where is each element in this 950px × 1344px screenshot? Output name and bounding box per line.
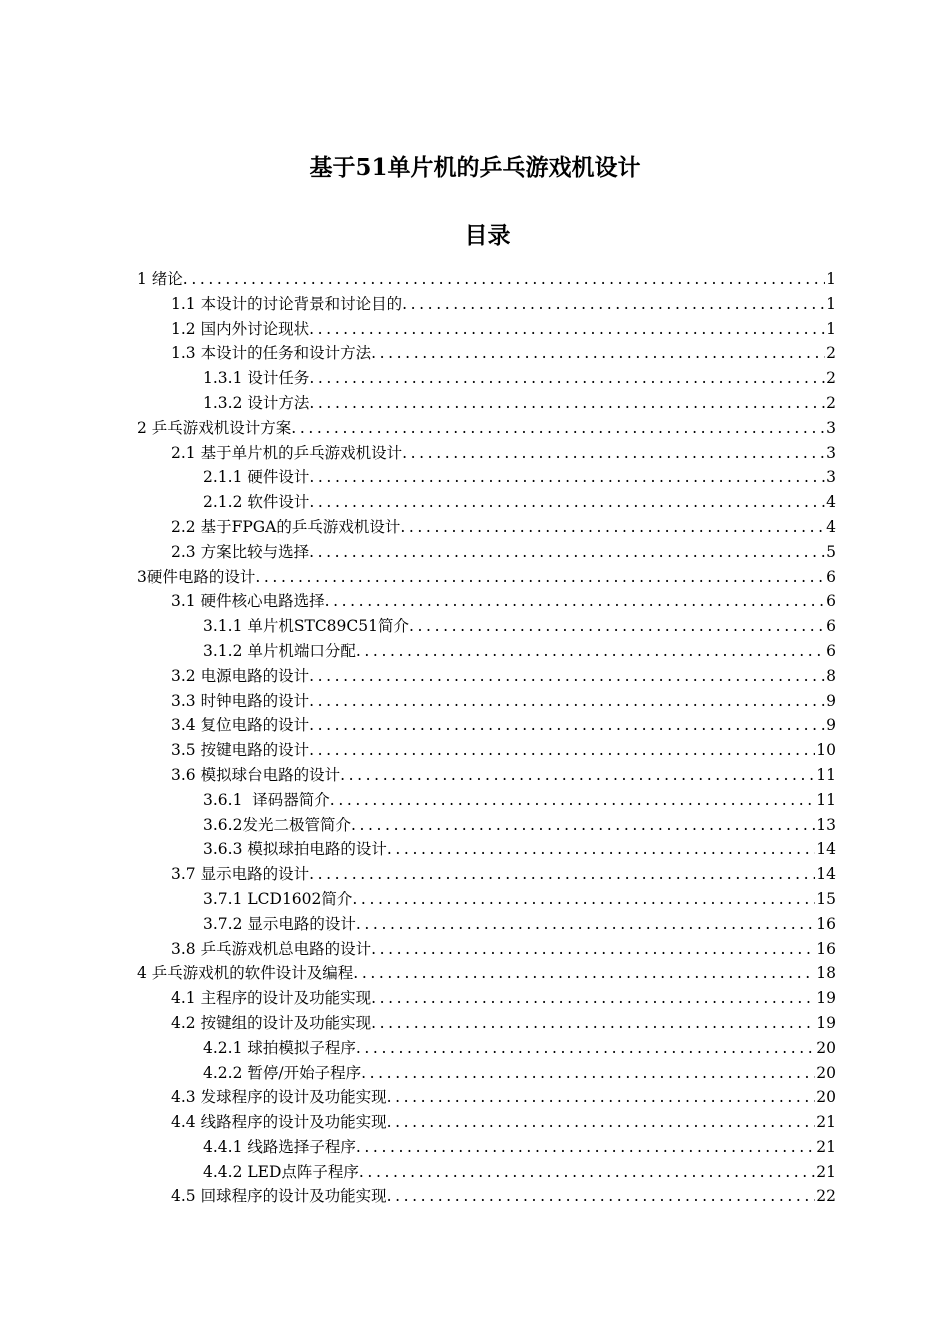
- toc-entry[interactable]: [0, 391, 950, 416]
- toc-entry-page-number: 8: [826, 666, 836, 685]
- toc-entry-label: 1.2 国内外讨论现状: [171, 319, 310, 338]
- toc-entry[interactable]: [0, 490, 950, 515]
- toc-entry-page-number: 19: [816, 1013, 836, 1032]
- toc-entry[interactable]: [0, 267, 950, 292]
- toc-dot-leader: [309, 738, 815, 763]
- toc-entry[interactable]: [0, 1036, 950, 1061]
- toc-entry-label: 2.1 基于单片机的乒乓游戏机设计: [171, 443, 403, 462]
- toc-entry-page-number: 1: [826, 319, 836, 338]
- toc-entry[interactable]: [0, 961, 950, 986]
- toc-entry-page-number: 16: [816, 939, 836, 958]
- toc-entry-label: 3.5 按键电路的设计: [171, 741, 310, 760]
- toc-dot-leader: [371, 986, 815, 1011]
- toc-entry-line: [171, 937, 836, 962]
- toc-dot-leader: [356, 1135, 815, 1160]
- toc-entry-page-number: 3: [826, 443, 836, 462]
- toc-dot-leader: [309, 465, 825, 490]
- toc-entry-page-number: 4: [826, 517, 836, 536]
- toc-entry[interactable]: [0, 416, 950, 441]
- toc-entry-page-number: 10: [816, 741, 836, 760]
- toc-dot-leader: [352, 887, 815, 912]
- toc-entry-line: [203, 813, 836, 838]
- toc-entry-line: [171, 341, 836, 366]
- toc-entry[interactable]: [0, 366, 950, 391]
- toc-entry-label: 3硬件电路的设计: [137, 567, 256, 586]
- toc-entry-line: [137, 267, 836, 292]
- toc-dot-leader: [400, 515, 825, 540]
- toc-entry-line: [137, 416, 836, 441]
- toc-entry[interactable]: [0, 1160, 950, 1185]
- toc-entry-line: [203, 1036, 836, 1061]
- toc-entry-label: 1.1 本设计的讨论背景和讨论目的: [171, 294, 403, 313]
- toc-dot-leader: [325, 589, 826, 614]
- toc-dot-leader: [340, 763, 815, 788]
- toc-entry-label: 3.6.3 模拟球拍电路的设计: [203, 840, 387, 859]
- toc-entry[interactable]: [0, 1135, 950, 1160]
- toc-entry-page-number: 21: [816, 1162, 836, 1181]
- toc-dot-leader: [255, 565, 825, 590]
- toc-entry[interactable]: [0, 465, 950, 490]
- toc-entry-page-number: 11: [816, 790, 836, 809]
- toc-entry-page-number: 1: [826, 270, 836, 288]
- toc-entry-line: [203, 1061, 836, 1086]
- toc-entry-label: 4.2.1 球拍模拟子程序: [203, 1038, 356, 1057]
- toc-entry-page-number: 22: [816, 1187, 836, 1206]
- toc-entry-page-number: 6: [826, 592, 836, 611]
- toc-entry-label: 1.3 本设计的任务和设计方法: [171, 344, 372, 363]
- toc-entry-page-number: 16: [816, 914, 836, 933]
- toc-dot-leader: [387, 1110, 816, 1135]
- toc-dot-leader: [351, 813, 815, 838]
- toc-dot-leader: [309, 317, 825, 342]
- toc-entry[interactable]: [0, 664, 950, 689]
- toc-dot-leader: [309, 391, 825, 416]
- toc-entry-label: 3.7.1 LCD1602简介: [203, 889, 353, 908]
- toc-dot-leader: [361, 1061, 815, 1086]
- toc-entry[interactable]: [0, 441, 950, 466]
- toc-entry-label: 2.3 方案比较与选择: [171, 542, 310, 561]
- toc-dot-leader: [356, 912, 815, 937]
- toc-dot-leader: [309, 540, 825, 565]
- toc-entry-page-number: 20: [816, 1063, 836, 1082]
- toc-entry-label: 4.2 按键组的设计及功能实现: [171, 1013, 372, 1032]
- toc-entry-page-number: 3: [826, 418, 836, 437]
- toc-dot-leader: [387, 1184, 816, 1209]
- toc-entry-label: 3.7.2 显示电路的设计: [203, 914, 356, 933]
- toc-entry-label: 4.1 主程序的设计及功能实现: [171, 989, 372, 1008]
- toc-entry-line: [137, 565, 836, 590]
- toc-dot-leader: [387, 837, 815, 862]
- toc-entry-line: [171, 763, 836, 788]
- toc-entry-line: [171, 1184, 836, 1209]
- toc-dot-leader: [356, 639, 825, 664]
- toc-entry[interactable]: [0, 317, 950, 342]
- toc-entry-page-number: 14: [816, 865, 836, 884]
- toc-dot-leader: [359, 1160, 815, 1185]
- toc-entry-page-number: 9: [826, 716, 836, 735]
- toc-entry-line: [171, 713, 836, 738]
- toc-entry-page-number: 14: [816, 840, 836, 859]
- toc-entry-page-number: 21: [816, 1137, 836, 1156]
- toc-entry[interactable]: [0, 614, 950, 639]
- toc-entry-page-number: 18: [816, 964, 836, 983]
- toc-entry[interactable]: [0, 515, 950, 540]
- toc-entry[interactable]: [0, 1011, 950, 1036]
- toc-dot-leader: [309, 664, 825, 689]
- toc-entry-line: [171, 738, 836, 763]
- toc-entry-line: [171, 589, 836, 614]
- toc-entry-line: [171, 441, 836, 466]
- toc-entry[interactable]: [0, 788, 950, 813]
- toc-entry-label: 3.4 复位电路的设计: [171, 716, 310, 735]
- toc-entry-line: [203, 391, 836, 416]
- toc-entry-label: 2.1.1 硬件设计: [203, 468, 310, 487]
- toc-entry-line: [171, 986, 836, 1011]
- toc-entry-page-number: 15: [816, 889, 836, 908]
- toc-dot-leader: [330, 788, 815, 813]
- toc-entry[interactable]: [0, 540, 950, 565]
- toc-entry[interactable]: [0, 738, 950, 763]
- toc-entry-page-number: 2: [826, 393, 836, 412]
- toc-entry[interactable]: [0, 292, 950, 317]
- toc-entry-page-number: 20: [816, 1038, 836, 1057]
- toc-heading: 目录: [464, 222, 511, 249]
- toc-entry-label: 4 乒乓游戏机的软件设计及编程: [137, 964, 354, 983]
- toc-entry-label: 4.4.1 线路选择子程序: [203, 1137, 356, 1156]
- toc-entry-line: [137, 961, 836, 986]
- toc-entry-line: [203, 788, 836, 813]
- toc-entry[interactable]: [0, 837, 950, 862]
- toc-entry[interactable]: [0, 589, 950, 614]
- toc-entry-label: 3.6 模拟球台电路的设计: [171, 765, 341, 784]
- toc-dot-leader: [309, 490, 825, 515]
- toc-entry[interactable]: [0, 986, 950, 1011]
- toc-dot-leader: [371, 937, 815, 962]
- toc-entry-line: [203, 887, 836, 912]
- toc-entry-label: 3.1 硬件核心电路选择: [171, 592, 325, 611]
- toc-entry-page-number: 6: [826, 617, 836, 636]
- toc-entry[interactable]: [0, 713, 950, 738]
- toc-entry-line: [203, 465, 836, 490]
- toc-entry-label: 1.3.2 设计方法: [203, 393, 310, 412]
- toc-entry-line: [171, 862, 836, 887]
- toc-dot-leader: [356, 1036, 815, 1061]
- toc-entry-label: 4.2.2 暂停/开始子程序: [203, 1063, 362, 1082]
- toc-entry[interactable]: [0, 341, 950, 366]
- toc-entry-page-number: 13: [816, 815, 836, 834]
- toc-entry-label: 3.6.2发光二极管简介: [203, 815, 351, 834]
- toc-dot-leader: [309, 689, 825, 714]
- toc-dot-leader: [309, 862, 815, 887]
- toc-entry-line: [171, 1011, 836, 1036]
- toc-entry-line: [203, 366, 836, 391]
- toc-entry-label: 1.3.1 设计任务: [203, 369, 310, 388]
- document-title: 基于51单片机的乒乓游戏机设计: [309, 154, 641, 181]
- toc-entry-label: 4.5 回球程序的设计及功能实现: [171, 1187, 387, 1206]
- toc-dot-leader: [402, 441, 825, 466]
- toc-entry[interactable]: [0, 813, 950, 838]
- toc-entry-line: [203, 1135, 836, 1160]
- toc-entry-label: 2 乒乓游戏机设计方案: [137, 418, 292, 437]
- toc-entry-label: 4.3 发球程序的设计及功能实现: [171, 1088, 387, 1107]
- toc-entry-page-number: 4: [826, 493, 836, 512]
- toc-entry[interactable]: [0, 862, 950, 887]
- toc-entry-page-number: 5: [826, 542, 836, 561]
- toc-entry-page-number: 21: [816, 1113, 836, 1132]
- toc-entry-page-number: 19: [816, 989, 836, 1008]
- toc-dot-leader: [371, 1011, 815, 1036]
- toc-entry-line: [203, 639, 836, 664]
- toc-entry-label: 3.8 乒乓游戏机总电路的设计: [171, 939, 372, 958]
- toc-entry[interactable]: [0, 1110, 950, 1135]
- table-of-contents: [0, 267, 950, 1209]
- toc-entry-label: 3.2 电源电路的设计: [171, 666, 310, 685]
- toc-entry-page-number: 6: [826, 641, 836, 660]
- toc-entry[interactable]: [0, 912, 950, 937]
- toc-entry[interactable]: [0, 937, 950, 962]
- toc-dot-leader: [309, 366, 825, 391]
- toc-entry-page-number: 6: [826, 567, 836, 586]
- toc-entry-label: 3.7 显示电路的设计: [171, 865, 310, 884]
- toc-entry-line: [171, 317, 836, 342]
- toc-dot-leader: [371, 341, 825, 366]
- toc-dot-leader: [402, 292, 825, 317]
- toc-dot-leader: [387, 1085, 816, 1110]
- toc-entry-line: [203, 490, 836, 515]
- toc-entry-line: [171, 689, 836, 714]
- toc-entry[interactable]: [0, 639, 950, 664]
- toc-entry-page-number: 20: [816, 1088, 836, 1107]
- toc-entry-line: [171, 664, 836, 689]
- toc-dot-leader: [183, 267, 825, 292]
- toc-entry[interactable]: [0, 1184, 950, 1209]
- toc-entry-page-number: 11: [816, 765, 836, 784]
- toc-entry[interactable]: [0, 1061, 950, 1086]
- toc-entry-line: [171, 540, 836, 565]
- toc-entry-label: 4.4 线路程序的设计及功能实现: [171, 1113, 387, 1132]
- toc-entry-line: [203, 1160, 836, 1185]
- toc-entry-page-number: 2: [826, 369, 836, 388]
- toc-entry-page-number: 2: [826, 344, 836, 363]
- toc-entry-label: 4.4.2 LED点阵子程序: [203, 1162, 359, 1181]
- toc-entry-label: 3.6.1 译码器简介: [203, 790, 330, 809]
- toc-entry-line: [203, 614, 836, 639]
- toc-entry[interactable]: [0, 689, 950, 714]
- toc-entry-label: 3.1.2 单片机端口分配: [203, 641, 356, 660]
- toc-entry-page-number: 3: [826, 468, 836, 487]
- toc-dot-leader: [291, 416, 825, 441]
- toc-entry-label: 2.2 基于FPGA的乒乓游戏机设计: [171, 517, 401, 536]
- toc-entry-label: 1 绪论: [137, 270, 183, 288]
- toc-entry-label: 3.1.1 单片机STC89C51简介: [203, 617, 409, 636]
- toc-entry[interactable]: [0, 565, 950, 590]
- toc-entry-line: [203, 837, 836, 862]
- toc-entry-label: 2.1.2 软件设计: [203, 493, 310, 512]
- toc-dot-leader: [309, 713, 825, 738]
- toc-entry[interactable]: [0, 763, 950, 788]
- toc-entry-page-number: 9: [826, 691, 836, 710]
- toc-dot-leader: [409, 614, 825, 639]
- toc-entry-line: [171, 1110, 836, 1135]
- toc-entry-line: [171, 292, 836, 317]
- toc-entry-label: 3.3 时钟电路的设计: [171, 691, 310, 710]
- toc-entry-page-number: 1: [826, 294, 836, 313]
- toc-entry[interactable]: [0, 887, 950, 912]
- toc-entry-line: [171, 1085, 836, 1110]
- toc-entry-line: [203, 912, 836, 937]
- toc-entry-line: [171, 515, 836, 540]
- toc-dot-leader: [353, 961, 815, 986]
- toc-entry[interactable]: [0, 1085, 950, 1110]
